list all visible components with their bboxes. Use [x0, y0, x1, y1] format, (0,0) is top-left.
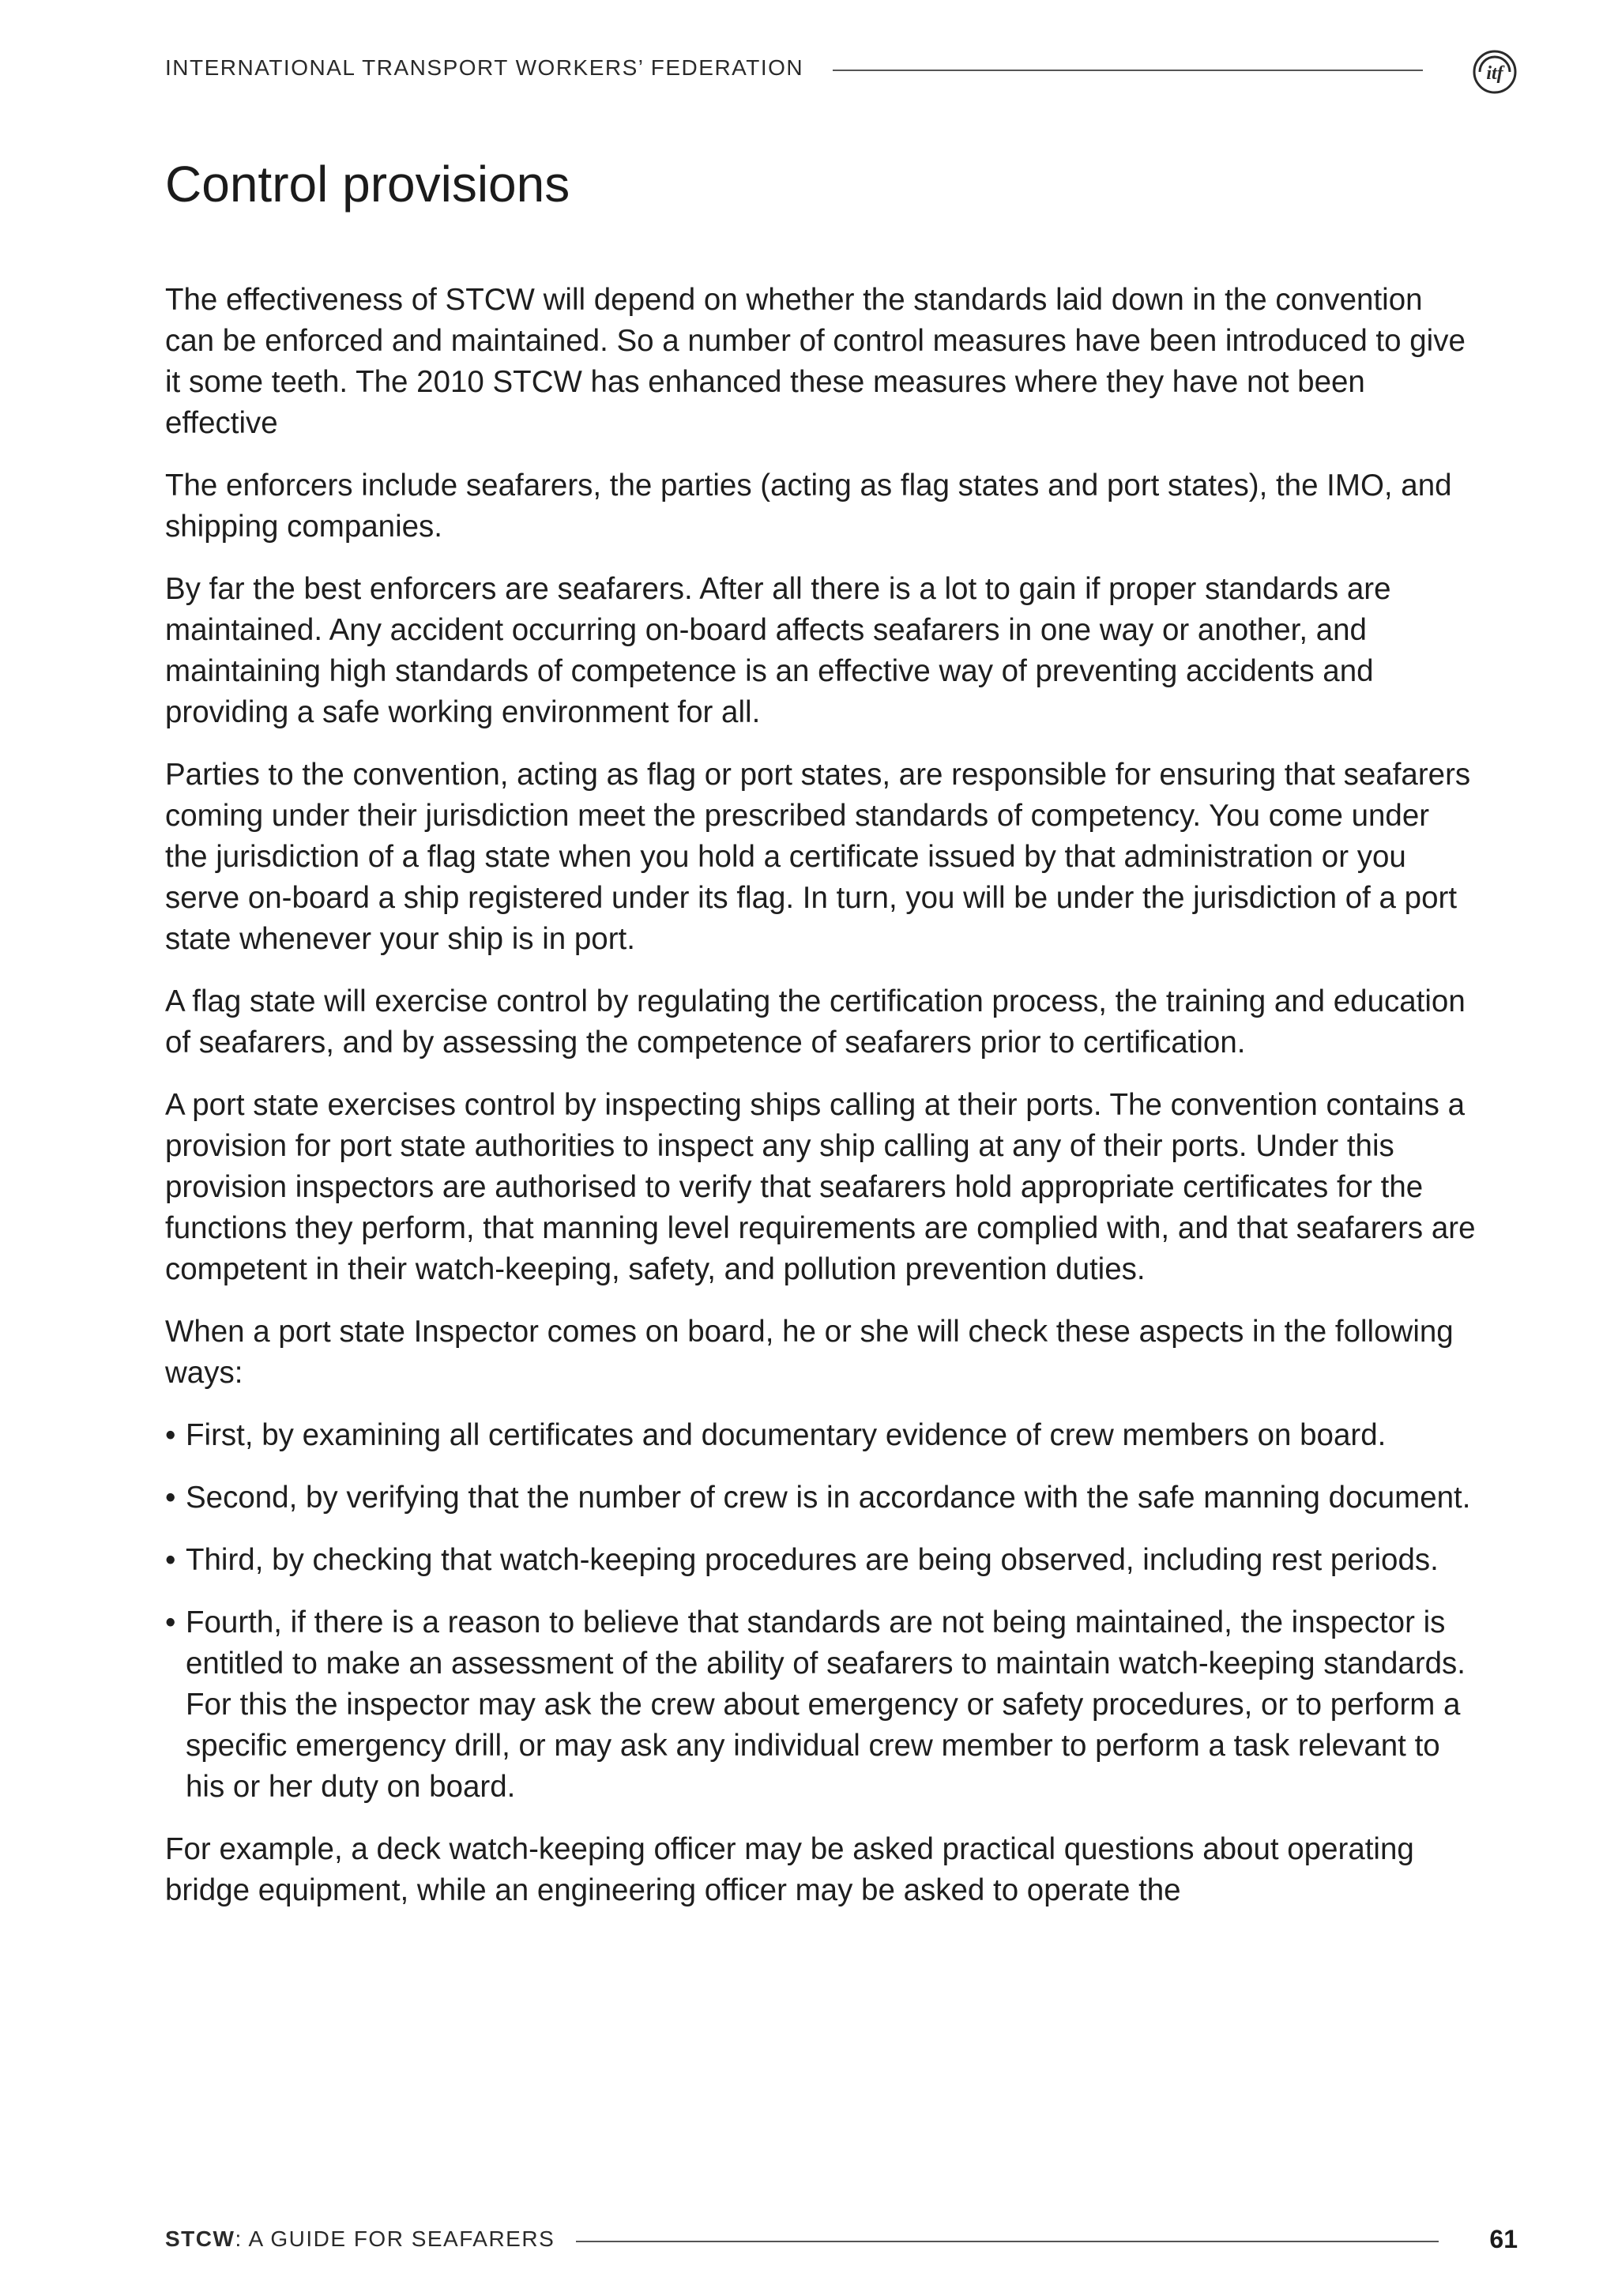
- footer-rule: [576, 2241, 1439, 2242]
- list-item-text: Fourth, if there is a reason to believe that standards are not being maintained, the inspector is entitled to make an assessment of the ability of seafarers to maintain watch-keeping standards. For this the inspector may ask the crew about emergency or safety procedures, or to perform a specific emergency drill, or may ask any individual crew member to perform a task relevant to his or her duty on board.: [186, 1605, 1466, 1804]
- paragraph: By far the best enforcers are seafarers. After all there is a lot to gain if proper standards are maintained. Any accident occurring on-board affects seafarers in one way or another, and maintaining high standards of competence is an effective way of preventing accidents and providing a safe working environment for all.: [165, 572, 1391, 729]
- footer-title: [165, 2226, 555, 2252]
- paragraph: The enforcers include seafarers, the parties (acting as flag states and port states), the IMO, and shipping companies.: [165, 469, 1452, 544]
- list-item: [165, 1540, 1477, 1581]
- bullet-marker: •: [165, 1481, 176, 1515]
- page-footer: [165, 2226, 1518, 2264]
- itf-logo-icon: [1472, 49, 1518, 95]
- paragraph: Parties to the convention, acting as flag or port states, are responsible for ensuring that seafarers coming under their jurisdiction meet the prescribed standards of competency. You come under the jurisdiction of a flag state when you hold a certificate issued by that administration or you serve on-board a ship registered under its flag. In turn, you will be under the jurisdiction of a port state whenever your ship is in port.: [165, 758, 1471, 956]
- page-header: [165, 54, 1518, 92]
- inspection-list: [165, 1415, 1477, 1808]
- footer-title-rest: : A GUIDE FOR SEAFARERS: [235, 2226, 555, 2251]
- list-item-text: Third, by checking that watch-keeping procedures are being observed, including rest periods.: [186, 1543, 1439, 1577]
- list-item: [165, 1477, 1477, 1519]
- header-organization: INTERNATIONAL TRANSPORT WORKERS’ FEDERATION: [165, 55, 804, 80]
- paragraph: When a port state Inspector comes on board, he or she will check these aspects in the following ways:: [165, 1315, 1454, 1390]
- list-item-text: First, by examining all certificates and documentary evidence of crew members on board.: [186, 1418, 1387, 1452]
- page-number: 61: [1489, 2225, 1518, 2253]
- list-item-text: Second, by verifying that the number of crew is in accordance with the safe manning document.: [186, 1481, 1471, 1515]
- svg-text:itf: itf: [1486, 63, 1503, 84]
- list-item: [165, 1415, 1477, 1456]
- paragraph: A port state exercises control by inspecting ships calling at their ports. The convention contains a provision for port state authorities to inspect any ship calling at any of their ports. Under this provision inspectors are authorised to verify that seafarers hold appropriate certificates for the functions they perform, that manning level requirements are complied with, and that seafarers are competent in their watch-keeping, safety, and pollution prevention duties.: [165, 1088, 1476, 1286]
- paragraph: The effectiveness of STCW will depend on whether the standards laid down in the convention can be enforced and maintained. So a number of control measures have been introduced to give it some teeth. The 2010 STCW has enhanced these measures where they have not been effective: [165, 283, 1466, 440]
- paragraph: A flag state will exercise control by regulating the certification process, the training and education of seafarers, and by assessing the competence of seafarers prior to certification.: [165, 984, 1466, 1060]
- bullet-marker: •: [165, 1418, 176, 1452]
- list-item: [165, 1602, 1477, 1808]
- page-title: Control provisions: [165, 156, 570, 213]
- body-content: [165, 280, 1477, 1933]
- bullet-marker: •: [165, 1543, 176, 1577]
- closing-paragraph: For example, a deck watch-keeping officer may be asked practical questions about operating bridge equipment, while an engineering officer may be asked to operate the: [165, 1832, 1414, 1907]
- bullet-marker: •: [165, 1605, 176, 1639]
- header-rule: [833, 70, 1423, 71]
- footer-title-bold: STCW: [165, 2226, 235, 2251]
